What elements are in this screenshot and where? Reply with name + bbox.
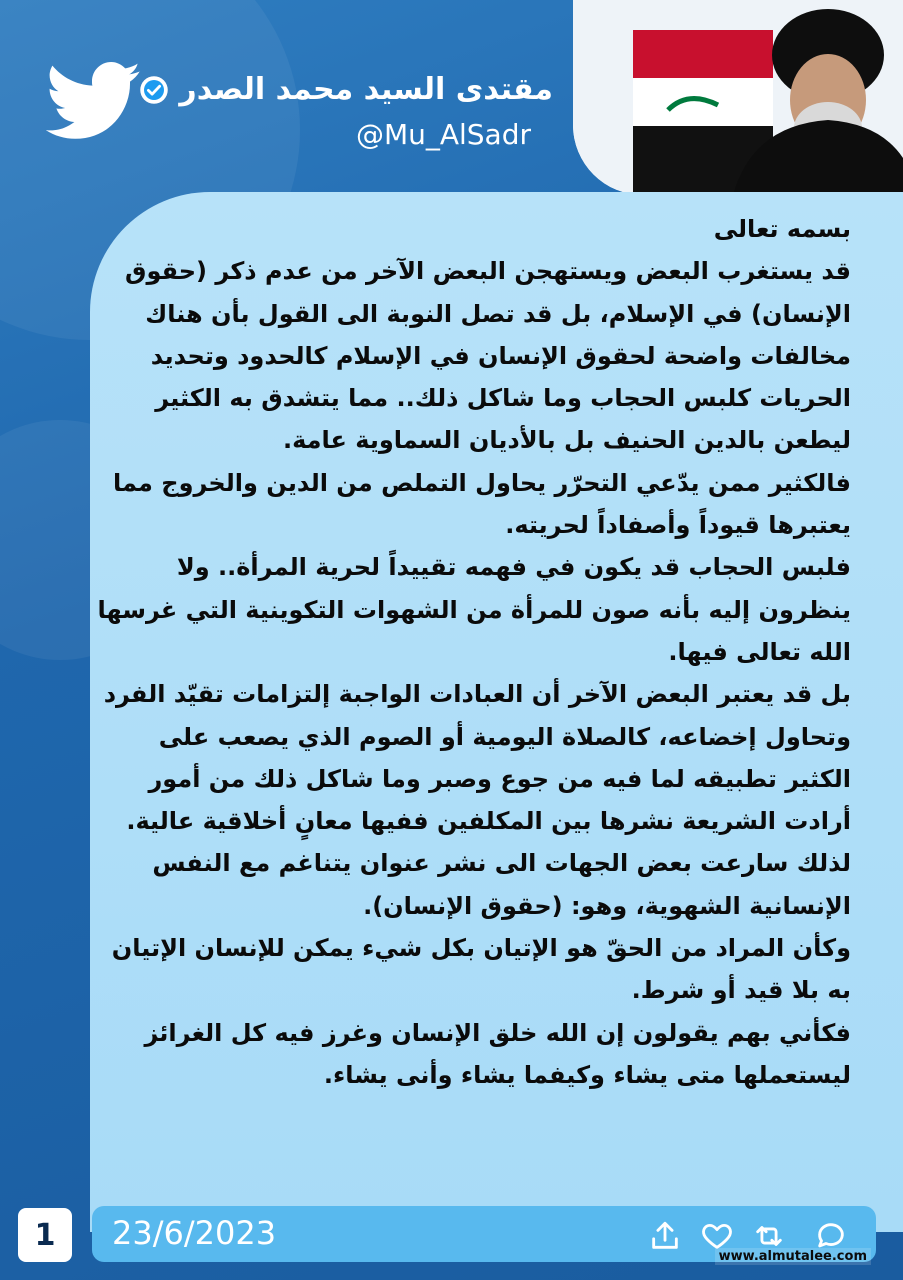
- account-handle: @Mu_AlSadr: [355, 118, 531, 151]
- tweet-paragraph: وكأن المراد من الحقّ هو الإتيان بكل شيء يمكن للإنسان الإتيان به بلا قيد أو شرط.: [111, 934, 851, 1005]
- twitter-bird-icon: [46, 62, 142, 142]
- tweet-header: [0, 0, 903, 200]
- display-name-row: [139, 72, 553, 107]
- profile-photo-image: [573, 0, 903, 195]
- site-watermark: www.almutalee.com: [715, 1248, 871, 1265]
- verified-badge-icon: [139, 75, 169, 105]
- profile-photo: [573, 0, 903, 195]
- tweet-paragraph: لذلك سارعت بعض الجهات الى نشر عنوان يتناغم مع النفس الإنسانية الشهوية، وهو: (حقوق الإنسان).: [152, 849, 851, 920]
- tweet-date: 23/6/2023: [112, 1214, 277, 1252]
- tweet-paragraph: بل قد يعتبر البعض الآخر أن العبادات الواجبة إلتزامات تقيّد الفرد وتحاول إخضاعه، كالصلاة اليومية أو الصوم الذي يصعب على الكثير تطبيقه لما فيه من جوع وصبر وما شاكل ذلك من أمور أرادت الشريعة نشرها بين المكلفين ففيها معانٍ أخلاقية عالية.: [103, 680, 851, 836]
- tweet-paragraph: بسمه تعالى: [713, 215, 851, 243]
- tweet-paragraph: فالكثير ممن يدّعي التحرّر يحاول التملص من الدين والخروج مما يعتبرها قيوداً وأصفاداً لحريته.: [112, 468, 851, 540]
- tweet-paragraph: قد يستغرب البعض ويستهجن البعض الآخر من عدم ذكر (حقوق الإنسان) في الإسلام، بل قد تصل النوبة الى القول بأن هناك مخالفات واضحة لحقوق الإنسان في الإسلام كالحدود وتحديد الحريات كلبس الحجاب وما شاكل ذلك.. مما يتشدق به الكثير ليطعن بالدين الحنيف بل بالأديان السماوية عامة.: [124, 257, 851, 455]
- tweet-body: [91, 208, 851, 1096]
- display-name: مقتدى السيد محمد الصدر: [179, 72, 553, 107]
- page-number: 1: [18, 1208, 72, 1262]
- share-icon[interactable]: [648, 1219, 682, 1253]
- tweet-paragraph: فكأني بهم يقولون إن الله خلق الإنسان وغرز فيه كل الغرائز ليستعملها متى يشاء وكيفما يشاء وأنى يشاء.: [144, 1018, 851, 1089]
- tweet-paragraph: فلبس الحجاب قد يكون في فهمه تقييداً لحرية المرأة.. ولا ينظرون إليه بأنه صون للمرأة من الشهوات التكوينية التي غرسها الله تعالى فيها.: [97, 553, 851, 666]
